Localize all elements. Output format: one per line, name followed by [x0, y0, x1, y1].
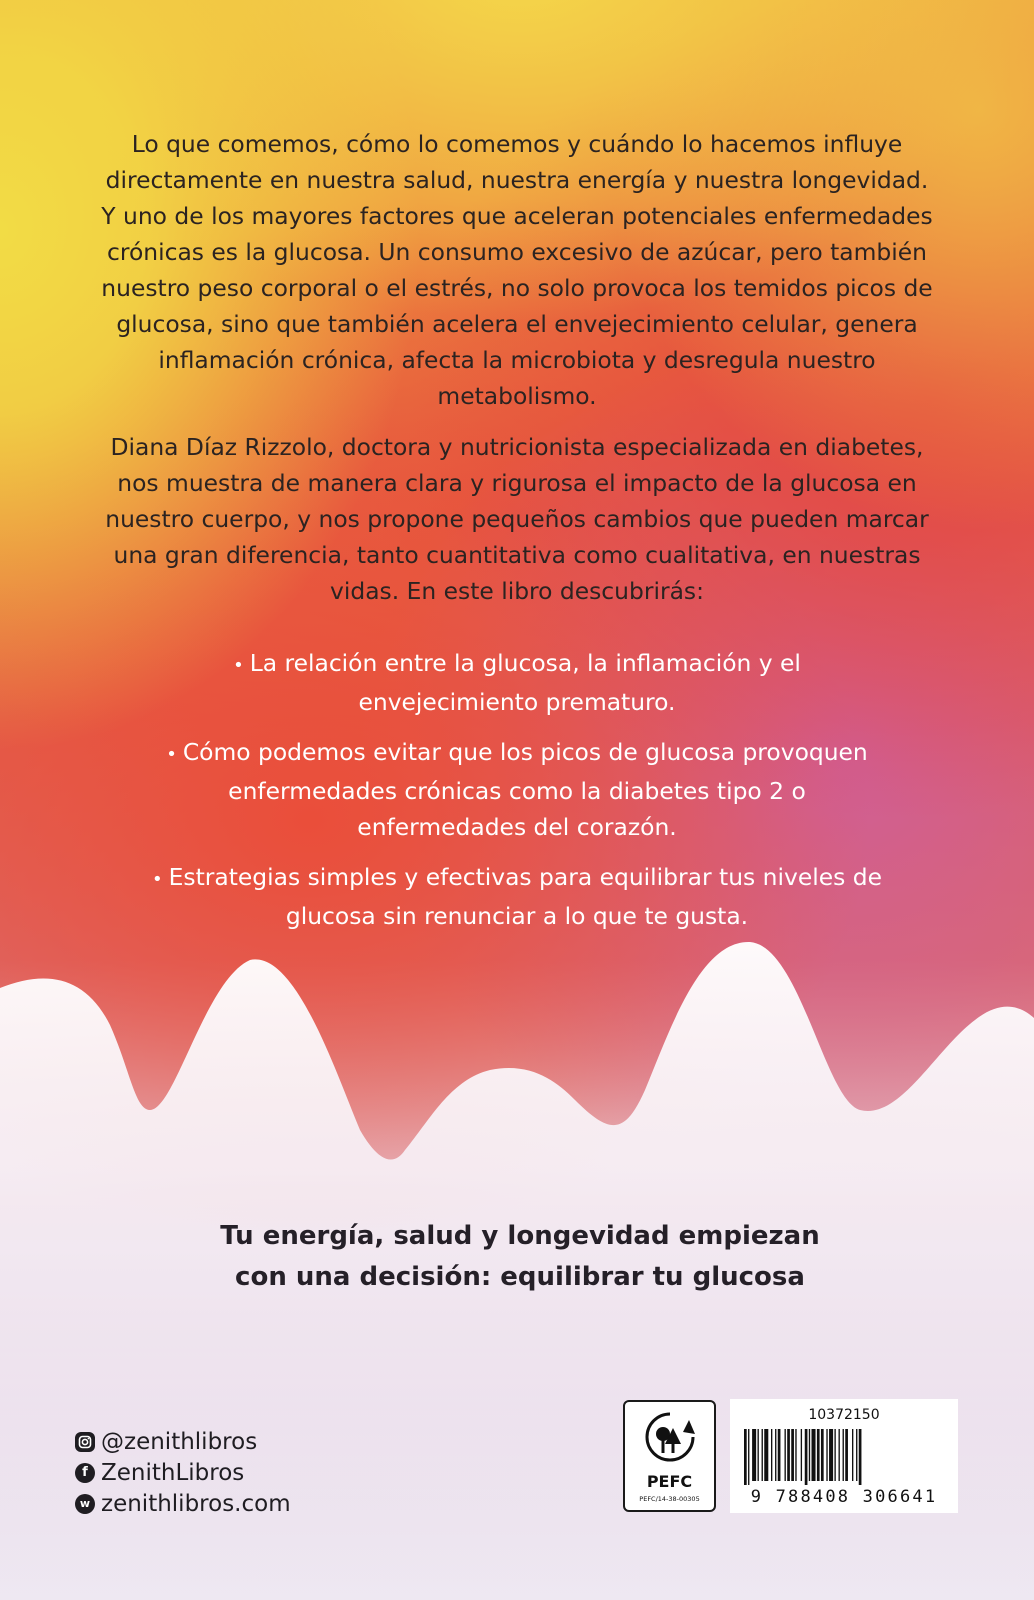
barcode-bar [843, 1429, 844, 1481]
barcode-bar [852, 1429, 853, 1481]
barcode-graphic [742, 1429, 946, 1485]
barcode-bar [805, 1429, 808, 1485]
pefc-tree-icon [643, 1410, 697, 1468]
bullet-item [150, 645, 884, 720]
barcode-bar [758, 1429, 759, 1481]
barcode-block [730, 1399, 958, 1513]
barcode-bar [771, 1429, 772, 1481]
barcode-bar [744, 1429, 747, 1485]
bullet-text: Cómo podemos evitar que los picos de glucosa provoquen enfermedades crónicas como la diabetes tipo 2 o enfermedades del corazón. [182, 738, 868, 841]
instagram-icon [75, 1432, 95, 1452]
bullet-text: Estrategias simples y efectivas para equilibrar tus niveles de glucosa sin renunciar a lo que te gusta. [168, 863, 882, 930]
barcode-bar [764, 1429, 768, 1481]
pefc-label: PEFC [646, 1472, 693, 1491]
web-link[interactable] [75, 1488, 291, 1519]
blurb-paragraph-2: Diana Díaz Rizzolo, doctora y nutricionista especializada en diabetes, nos muestra de manera clara y rigurosa el impacto de la glucosa en nuestro cuerpo, y nos propone pequeños cambios que pueden marcar una gran diferencia, tanto cuantitativa como cualitativa, en nuestras vidas. En este libro descubrirás: [105, 433, 929, 605]
bullet-item [150, 734, 884, 845]
barcode-bar [829, 1429, 833, 1481]
bullet-item [150, 859, 884, 934]
pefc-certification-logo [623, 1400, 716, 1512]
facebook-link[interactable] [75, 1457, 291, 1488]
instagram-link[interactable] [75, 1426, 291, 1457]
barcode-bar [834, 1429, 835, 1481]
barcode-bar [826, 1429, 827, 1481]
barcode-bar [748, 1429, 749, 1485]
web-icon: w [75, 1494, 95, 1514]
bullet-dot: • [233, 655, 244, 676]
pefc-code: PEFC/14-38-00305 [639, 1495, 700, 1503]
barcode-bar [762, 1429, 763, 1481]
bullet-dot: • [166, 744, 177, 765]
barcode-bar [787, 1429, 790, 1481]
barcode-bar [845, 1429, 848, 1481]
bullet-dot: • [152, 869, 163, 890]
bullet-text: La relación entre la glucosa, la inflamación y el envejecimiento prematuro. [249, 649, 801, 716]
bullet-list [150, 645, 884, 948]
barcode-bar [801, 1429, 802, 1481]
barcode-bar [821, 1429, 824, 1481]
instagram-handle: @zenithlibros [101, 1428, 258, 1455]
isbn-number: 9 788408 306641 [750, 1487, 938, 1507]
barcode-bar [812, 1429, 816, 1481]
barcode-bar [839, 1429, 840, 1481]
facebook-icon: f [75, 1463, 95, 1483]
tagline-line-1: Tu energía, salud y longevidad empiezan [220, 1221, 820, 1251]
barcode-bar [752, 1429, 756, 1481]
barcode-bar [791, 1429, 794, 1481]
social-links [75, 1426, 291, 1519]
barcode-bar [778, 1429, 781, 1481]
blurb-paragraph-1: Lo que comemos, cómo lo comemos y cuándo lo hacemos influye directamente en nuestra salud, nuestra energía y nuestra longevidad. Y uno de los mayores factores que aceleran potenciales enfermedades crónicas es la glucosa. Un consumo excesivo de azúcar, pero también nuestro peso corporal o el estrés, no solo provoca los temidos picos de glucosa, sino que también acelera el envejecimiento celular, genera inflamación crónica, afecta la microbiota y desregula nuestro metabolismo. [101, 130, 933, 410]
barcode-bar [775, 1429, 776, 1481]
product-code: 10372150 [808, 1407, 880, 1423]
facebook-handle: ZenithLibros [101, 1459, 245, 1486]
website-url: zenithlibros.com [101, 1490, 291, 1517]
barcode-bar [795, 1429, 796, 1481]
tagline-line-2: con una decisión: equilibrar tu glucosa [235, 1262, 805, 1292]
barcode-bar [809, 1429, 810, 1481]
barcode-bar [859, 1429, 862, 1485]
barcode-bar [785, 1429, 786, 1481]
tagline [120, 1216, 920, 1298]
barcode-bar [856, 1429, 857, 1481]
barcode-bar [817, 1429, 820, 1481]
